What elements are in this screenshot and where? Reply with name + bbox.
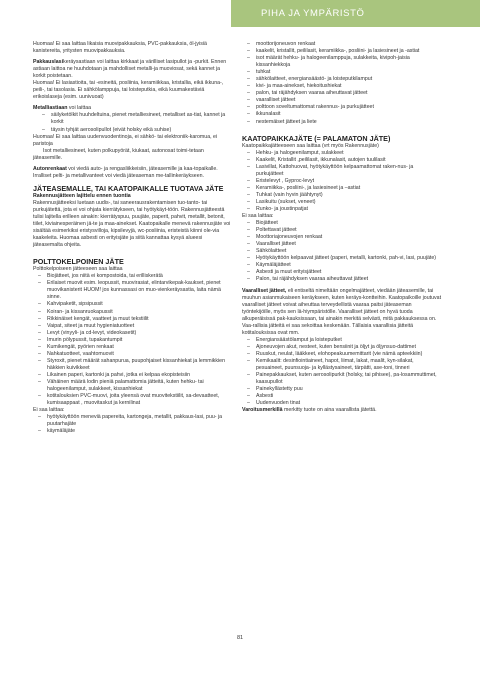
list-item: – Styroxit, pienet määrät sahanpurua, puupohjaiset kissanhiekat ja lemmikkien häkkien kuivikkeet (33, 358, 233, 372)
list-item: – Moottoriajoneuvojen renkaat (242, 234, 442, 241)
list-item: – polttoon soveltumattomat rakennus- ja purkujätteet (242, 104, 442, 111)
bullet-list (242, 337, 442, 407)
list-item: – Tuhkat (vain hyvin jäähtynyt) (242, 192, 442, 199)
list-item: – Erilaiset muovit esim. leopussit, muovirasiat, elintarvikepak-kaukset, pienet muovikanisterit HUOM! jos kunnassasi on muo-vienkeräysastia, laita nämä sinne. (33, 280, 233, 301)
bold-lead: Autonrenkaat (33, 165, 67, 172)
paragraph: Rakennusjätteeksi luetaan uudis-, tai saneerausrakentamisen tuo-tanto- tai purkujätettä, jota ei voi ohjata kierrätykseen, tai hyötykäyt-töön. Rakennusjätteestä tulisi lajitella erilleen ainakin: kierrätyspuu, puujäte, paperit, pahvit, metallit, betonit, tiilet, kiviainesperäinen jä-te ja maa-ainekset. Kaatopaikalle menevä rakennusjäte voi sisältää esimerkiksi eristysvilloja, kipsilevyjä, wc-posliinia, eristeistä kiinni ole-via kaakeleita. Huomaa asbesti on erityisjäte ja siitä kannattaa kysyä alueesi jäteasemalta ohjeita. (33, 199, 231, 249)
list-item: – Imurin pölypussit, tupakantumpit (33, 337, 233, 344)
paragraph-text: voi laittaa (67, 105, 92, 112)
paragraph-text: merkitty tuote on aina vaarallista jätettä. (282, 407, 377, 414)
left-column (33, 41, 233, 435)
list-item: – palon, tai räjähdyksen vaaraa aiheuttavat jätteet (242, 90, 442, 97)
paragraph-text: voi viedä auto- ja rengasliikkeisiin, jäteasemille ja kaa-topaikalle. Irralliset pelti- ja metallivanteet voi viedä jäteaseman me-tallinkeräykseen. (33, 165, 218, 179)
paragraph: Kaatopaikkajätteeseen saa laittaa (vrt myös Rakennusjäte) (242, 142, 379, 149)
section-title: PIHA JA YMPÄRISTÖ (261, 8, 365, 19)
list-item: – Nahkatuotteet, vaahtomuovit (33, 351, 233, 358)
list-item: – Käymäläjätteet (242, 262, 442, 269)
bullet-list (242, 150, 442, 213)
paragraph: Isot metalliesineet, kuten polkupyörät, kiukaat, autonosat toimi-tetaan jäteasemille. (33, 147, 204, 161)
list-item: – Keramiikka-, posliini-, ja lasiesineet ja –astiat (242, 185, 442, 192)
section-heading: KAATOPAIKKAJÄTE (= PALAMATON JÄTE) (242, 133, 391, 143)
list-item: – Hehku- ja halogeenilamput, sulakkeet (242, 150, 442, 157)
list-item: – Kaakelit, Kristallit ,peililasit, ikkunalasit, autojen tuulilasit (242, 157, 442, 164)
list-item: – Vaipat, siteet ja muut hygieniatuotteet (33, 323, 233, 330)
list-item: – Painepakkaukset, kuten aerosolipurkit (holsky, tai pihisee), pa-losammuttimet, kaasupullot (242, 372, 442, 386)
section-header-banner (231, 0, 480, 27)
list-item: – Runko- ja joustinpatjat (242, 206, 442, 213)
bullet-list (33, 273, 233, 407)
list-item: – hyötykäyttöön meneviä papereita, kartongeja, metallit, pakkaus-lasi, puu- ja puutarhajäte (33, 414, 233, 428)
list-item: – Eristelevyt , Gyproc-levyt (242, 178, 442, 185)
paragraph: Ei saa laittaa: (33, 407, 65, 414)
list-item: – kivi- ja maa-ainekset, hiekoitushiekat (242, 83, 442, 90)
list-item: – Biojätteet, jos niitä ei kompostoida, tai erilliskerätä (33, 273, 233, 280)
paragraph (242, 288, 442, 337)
list-item: – Likainen paperi, kartonki ja pahvi, jotka ei kelpaa ekopisteisiin (33, 372, 233, 379)
page-number: 81 (236, 635, 244, 641)
list-item: – ikkunalasit (242, 111, 442, 118)
list-item: – Vaaralliset jätteet (242, 241, 442, 248)
list-item: – käymäläjäte (33, 428, 233, 435)
paragraph: Huomaa! Ei saa laittaa uudenvuodentinoja, ei sähkö- tai elektroniik-karomua, ei paristoja (33, 133, 218, 147)
list-item: – Vähäinen määrä lodin pieniä palamattomia jätteitä, kuten hehku- tai halogeenilamput, sulakkeet, kissanhiekat (33, 379, 233, 393)
bullet-list (242, 220, 442, 283)
list-item: – Levyt (vinyyli- ja cd-levyt, videokasetit) (33, 330, 233, 337)
list-item: – Kahvipaketit, sipsipussit (33, 301, 233, 308)
paragraph: Polttokelpoiseen jätteeseen saa laittaa (33, 266, 123, 273)
list-item: – Poltettavat jätteet (242, 227, 442, 234)
list-item: – säilyketölkit huuhdeltuina, pienet metalliesineet, metalliset as-tiat, kannet ja korkit (33, 112, 233, 126)
list-item: – täysin tyhjät aerosolipullot (eivät holsky eikä suhise) (33, 127, 233, 134)
list-item: – Asbesti ja muut erityisjätteet (242, 269, 442, 276)
list-item: – Rikkinäiset kengät, vaatteet ja muut tekstiilit (33, 316, 233, 323)
paragraph: Huomaa! Ei lasiastioita, tai -esineitä, posliinia, keramiikkaa, kristallia, eikä ikkuna-, peili-, tai tasolasia. Ei sähkölamppuja, tai loisteputkia, eikä kuumakestäviä erikoislaseja (esim. uunivuoat) (33, 80, 224, 101)
bold-lead: Vaaralliset jätteet, (242, 287, 287, 294)
paragraph-text: eli entiseltä nimeltään ongelmajätteet, viedään jäteasemille, tai muuhun asianmukaiseen keräykseen, kuten keräys-kontteihin. Kaatopaikoille joutuvat vaaralliset jätteet voivat aiheuttaa terveydellistä vaaraa paitsi jäteaseman työntekijöille, myös sen lä-hiympäristölle. Vaaralliset jätteet on hyvä tuoda alkuperäisissä pak-kauksissaan, tai ainakin merkitä selvästi, mitä pakkauksessa on. Vaa-rallisia jätteitä ei saa sekoittaa keskenään. Tällaisia vaarallisia jätteitä kotitalouksissa ovat mm. (242, 287, 442, 336)
section-heading: JÄTEASEMALLE, TAI KAATOPAIKALLE TUOTAVA JÄTE (33, 183, 224, 193)
section-heading: POLTTOKELPOINEN JÄTE (33, 257, 124, 267)
list-item: – kotitalouksien PVC-muovi, joita yleensä ovat muovitekstiilit, sa-devaatteet, kumisaappaat , muovitaskut ja kernilinat (33, 393, 233, 407)
list-item: – nestemäiset jätteet ja liete (242, 119, 442, 126)
list-item: – Ajoneuvojen akut, nesteet, kuten bensiinit ja öljyt ja öljynsuo-dattimet (242, 344, 442, 351)
paragraph (242, 407, 442, 414)
bold-lead: Varoitusmerkillä (242, 407, 283, 414)
paragraph (33, 59, 233, 80)
list-item: – tuhkat (242, 69, 442, 76)
list-item: – Lasivillat, Kattohuovat, hyötykäyttöön kelpaamattomat raken-nus- ja purkujätteet (242, 164, 442, 178)
bullet-list (33, 414, 233, 435)
list-item: – Ruuskut, neulat, lääkkeet, elohopeakuumemittarit (vie nämä apteekkiin) (242, 351, 442, 358)
list-item: – kaakelit, kristallit, peililasit, keramiikka-, posliini- ja lasiesineet ja -astiat (242, 48, 442, 55)
list-item: – Koiran- ja kissanruokapussit (33, 309, 233, 316)
list-item: – Lasikuitu (sukset, veneet) (242, 199, 442, 206)
list-item: – vaaralliset jätteet (242, 97, 442, 104)
bullet-list (242, 41, 442, 126)
bold-lead: Pakkauslasi (33, 59, 64, 66)
list-item: – Painekyllästetty puu (242, 386, 442, 393)
paragraph (33, 105, 233, 112)
sub-heading: Rakennusjätteen lajittelu ennen tuontia (33, 192, 131, 199)
list-item: – isot määrät hehku- ja halogeenilamppuja, sulakkeita, kivipoh-jaisia kissanhiekkoja (242, 55, 442, 69)
list-item: – Asbesti (242, 393, 442, 400)
list-item: – sähkölaitteet, energiansäästö- ja loisteputkilamput (242, 76, 442, 83)
list-item: – Biojätteet (242, 220, 442, 227)
paragraph: Huomaa! Ei saa laittaa likaisia muovipakkauksia, PVC-pakkauksia, öl-jyisiä kanistereita, yritysten muovipakkauksia. (33, 41, 207, 55)
paragraph: Ei saa laittaa: (242, 213, 274, 220)
list-item: – Energiansäästölamput ja loisteputket (242, 337, 442, 344)
paragraph-text: keräysastiaan voi laittaa kirkkaat ja värilliset lasipullot ja -purkit. Ennen astiaan laittoa ne huuhdotaan ja mahdolliset metalli-ja muoviosat, sekä kannet ja korkit poistetaan. (33, 59, 227, 80)
list-item: – Uudenvuoden tinat (242, 400, 442, 407)
list-item: – Kemikaalit: desinfiointiaineet, hapot, liimat, lakat, maalit, kyn-silakat, pesuaineet, puunsuoja- ja kyllästysaineet, tärpätti, ase-toni, tinneri (242, 358, 442, 372)
list-item: – Hyötykäyttöön kelpaavat jätteet (paperi, metalli, kartonki, pah-vi, lasi, puujäte) (242, 255, 442, 262)
list-item: – moottorijoneuvon renkaat (242, 41, 442, 48)
right-column (242, 41, 442, 414)
list-item: – Sähkölaitteet (242, 248, 442, 255)
bullet-list (33, 112, 233, 133)
bold-lead: Metalliastiaan (33, 105, 68, 112)
list-item: – Palon, tai räjähdyksen vaaraa aiheuttavat jätteet (242, 276, 442, 283)
list-item: – Kumikengät, pyörien renkaat (33, 344, 233, 351)
paragraph (33, 166, 233, 180)
